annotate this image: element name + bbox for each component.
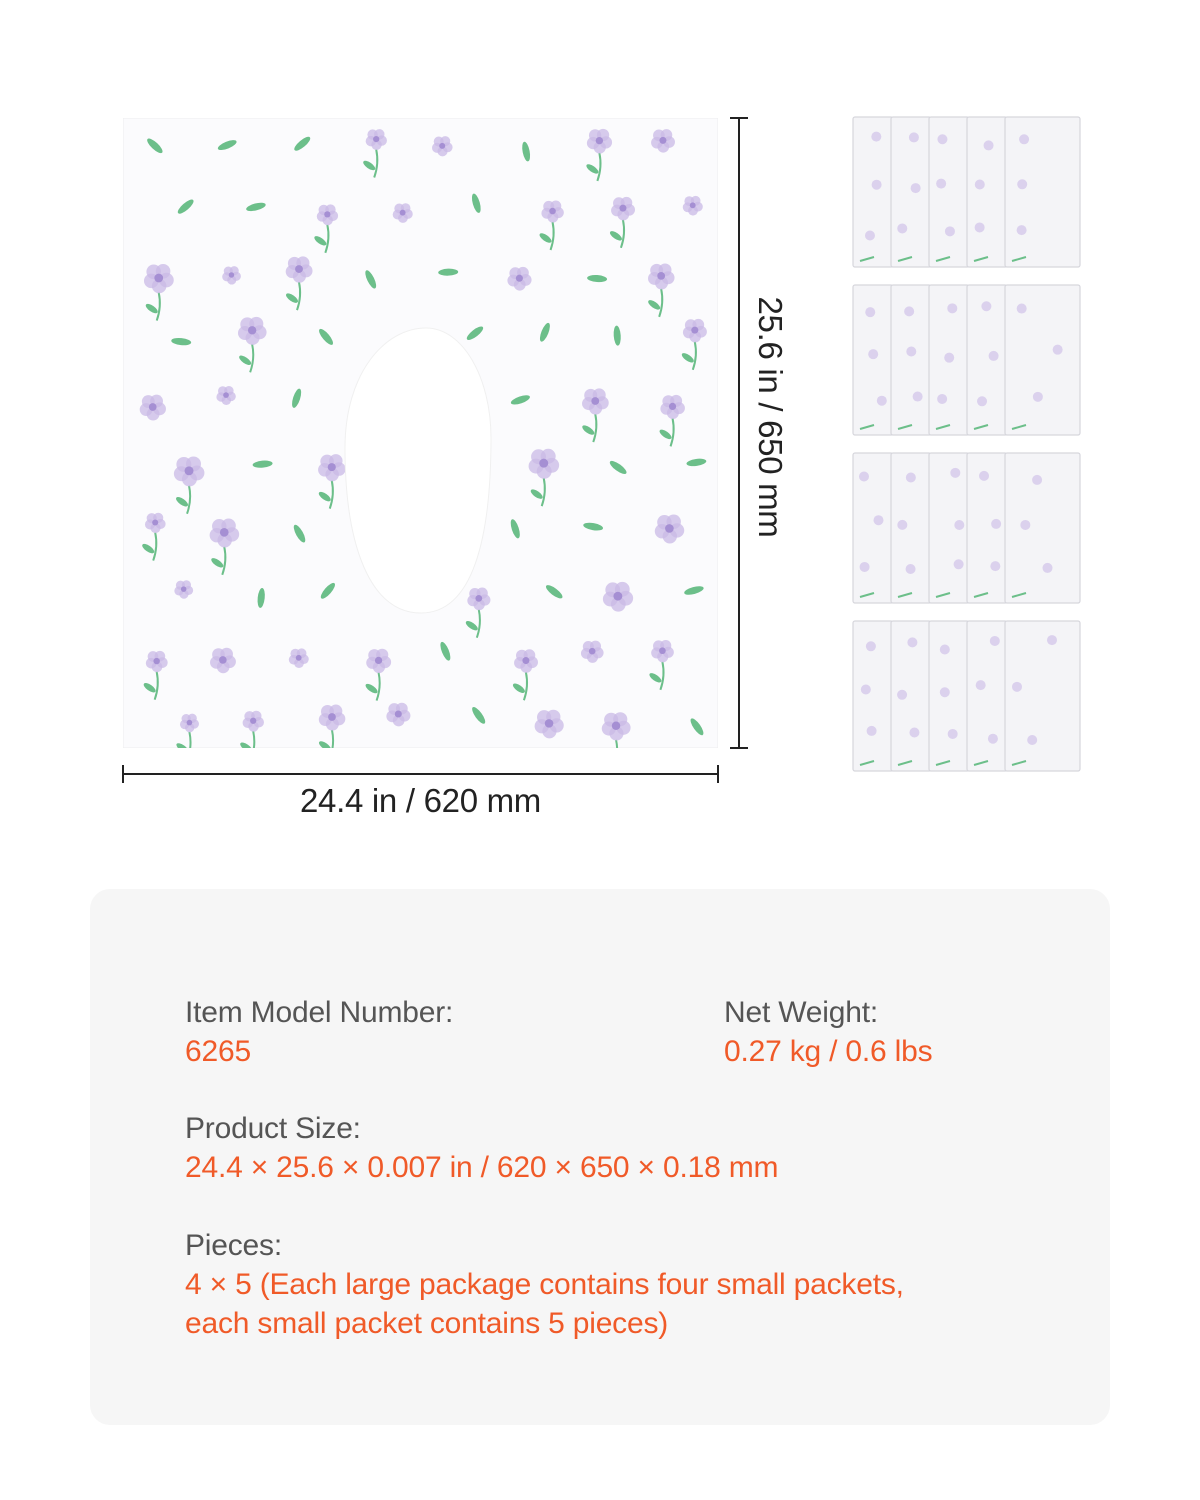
packet-flower-motif	[936, 179, 946, 189]
packet-flower-motif	[897, 223, 907, 233]
pieces-value-line1: 4 × 5 (Each large package contains four small packets,	[185, 1268, 904, 1301]
packet-flower-motif	[990, 561, 1000, 571]
packet-flower-motif	[937, 394, 947, 404]
packet-flower-motif	[954, 520, 964, 530]
model-spec	[185, 993, 453, 1071]
packet-flower-motif	[940, 644, 950, 654]
packet-flower-motif	[904, 306, 914, 316]
seat-cover-illustration	[123, 118, 718, 748]
packet-flower-motif	[873, 515, 883, 525]
packet-flower-motif	[861, 684, 871, 694]
packet	[853, 453, 893, 603]
weight-label: Net Weight:	[724, 996, 878, 1029]
model-value: 6265	[185, 1035, 251, 1068]
size-spec	[185, 1109, 778, 1187]
packet-flower-motif	[897, 690, 907, 700]
packet-flower-motif	[1053, 345, 1063, 355]
packet-flower-motif	[981, 301, 991, 311]
packet-flower-motif	[979, 471, 989, 481]
packet-flower-motif	[909, 727, 919, 737]
packet-flower-motif	[1043, 563, 1053, 573]
packet-flower-motif	[990, 636, 1000, 646]
packet	[929, 117, 969, 267]
packet-flower-motif	[984, 140, 994, 150]
packets-illustration	[852, 116, 1084, 772]
weight-spec	[724, 993, 932, 1071]
packet-flower-motif	[976, 680, 986, 690]
packet	[967, 117, 1007, 267]
packet-flower-motif	[913, 392, 923, 402]
spec-card	[90, 889, 1110, 1425]
packet-flower-motif	[865, 307, 875, 317]
packet-flower-motif	[1033, 392, 1043, 402]
packet-flower-motif	[1019, 134, 1029, 144]
packet-flower-motif	[989, 351, 999, 361]
packet-flower-motif	[1012, 682, 1022, 692]
packet-flower-motif	[945, 226, 955, 236]
packet-flower-motif	[867, 726, 877, 736]
pieces-spec	[185, 1226, 904, 1343]
packet-flower-motif	[877, 396, 887, 406]
packet-flower-motif	[872, 180, 882, 190]
packet-flower-motif	[868, 349, 878, 359]
packet-flower-motif	[975, 222, 985, 232]
packet	[1005, 285, 1080, 435]
packet-flower-motif	[954, 559, 964, 569]
packet-flower-motif	[944, 353, 954, 363]
packet-flower-motif	[988, 734, 998, 744]
pieces-value-line2: each small packet contains 5 pieces)	[185, 1307, 669, 1340]
packet-flower-motif	[871, 132, 881, 142]
packet-flower-motif	[1032, 475, 1042, 485]
seat-cover-hole	[345, 328, 491, 613]
packet-flower-motif	[1017, 179, 1027, 189]
packet	[967, 621, 1007, 771]
packet-flower-motif	[1017, 225, 1027, 235]
packet	[853, 285, 893, 435]
packet	[1005, 117, 1080, 267]
packet-flower-motif	[991, 519, 1001, 529]
packet-flower-motif	[865, 230, 875, 240]
packet	[929, 621, 969, 771]
seat-cover-image	[123, 118, 718, 748]
packet-flower-motif	[977, 396, 987, 406]
size-value: 24.4 × 25.6 × 0.007 in / 620 × 650 × 0.18 mm	[185, 1151, 779, 1184]
packet-flower-motif	[907, 637, 917, 647]
packet-flower-motif	[860, 562, 870, 572]
packet-flower-motif	[975, 180, 985, 190]
size-label: Product Size:	[185, 1112, 361, 1145]
pieces-label: Pieces:	[185, 1229, 282, 1262]
packet-flower-motif	[909, 132, 919, 142]
weight-value: 0.27 kg / 0.6 lbs	[724, 1035, 933, 1068]
packet-flower-motif	[859, 472, 869, 482]
packet-flower-motif	[906, 564, 916, 574]
packet-flower-motif	[911, 183, 921, 193]
packet-flower-motif	[940, 687, 950, 697]
width-dimension-label: 24.4 in / 620 mm	[300, 782, 541, 819]
packets-image	[852, 116, 1084, 772]
packet-flower-motif	[906, 472, 916, 482]
model-label: Item Model Number:	[185, 996, 454, 1029]
packet-flower-motif	[948, 729, 958, 739]
packet	[1005, 453, 1080, 603]
packet-flower-motif	[1020, 520, 1030, 530]
packet-flower-motif	[906, 347, 916, 357]
packet	[1005, 621, 1080, 771]
packet-flower-motif	[1047, 635, 1057, 645]
height-dimension-line	[728, 113, 750, 753]
packet-flower-motif	[950, 468, 960, 478]
packet-flower-motif	[1027, 735, 1037, 745]
packet-flower-motif	[937, 134, 947, 144]
packet-flower-motif	[947, 303, 957, 313]
packet-flower-motif	[1017, 304, 1027, 314]
packet-flower-motif	[866, 641, 876, 651]
packet-flower-motif	[897, 520, 907, 530]
